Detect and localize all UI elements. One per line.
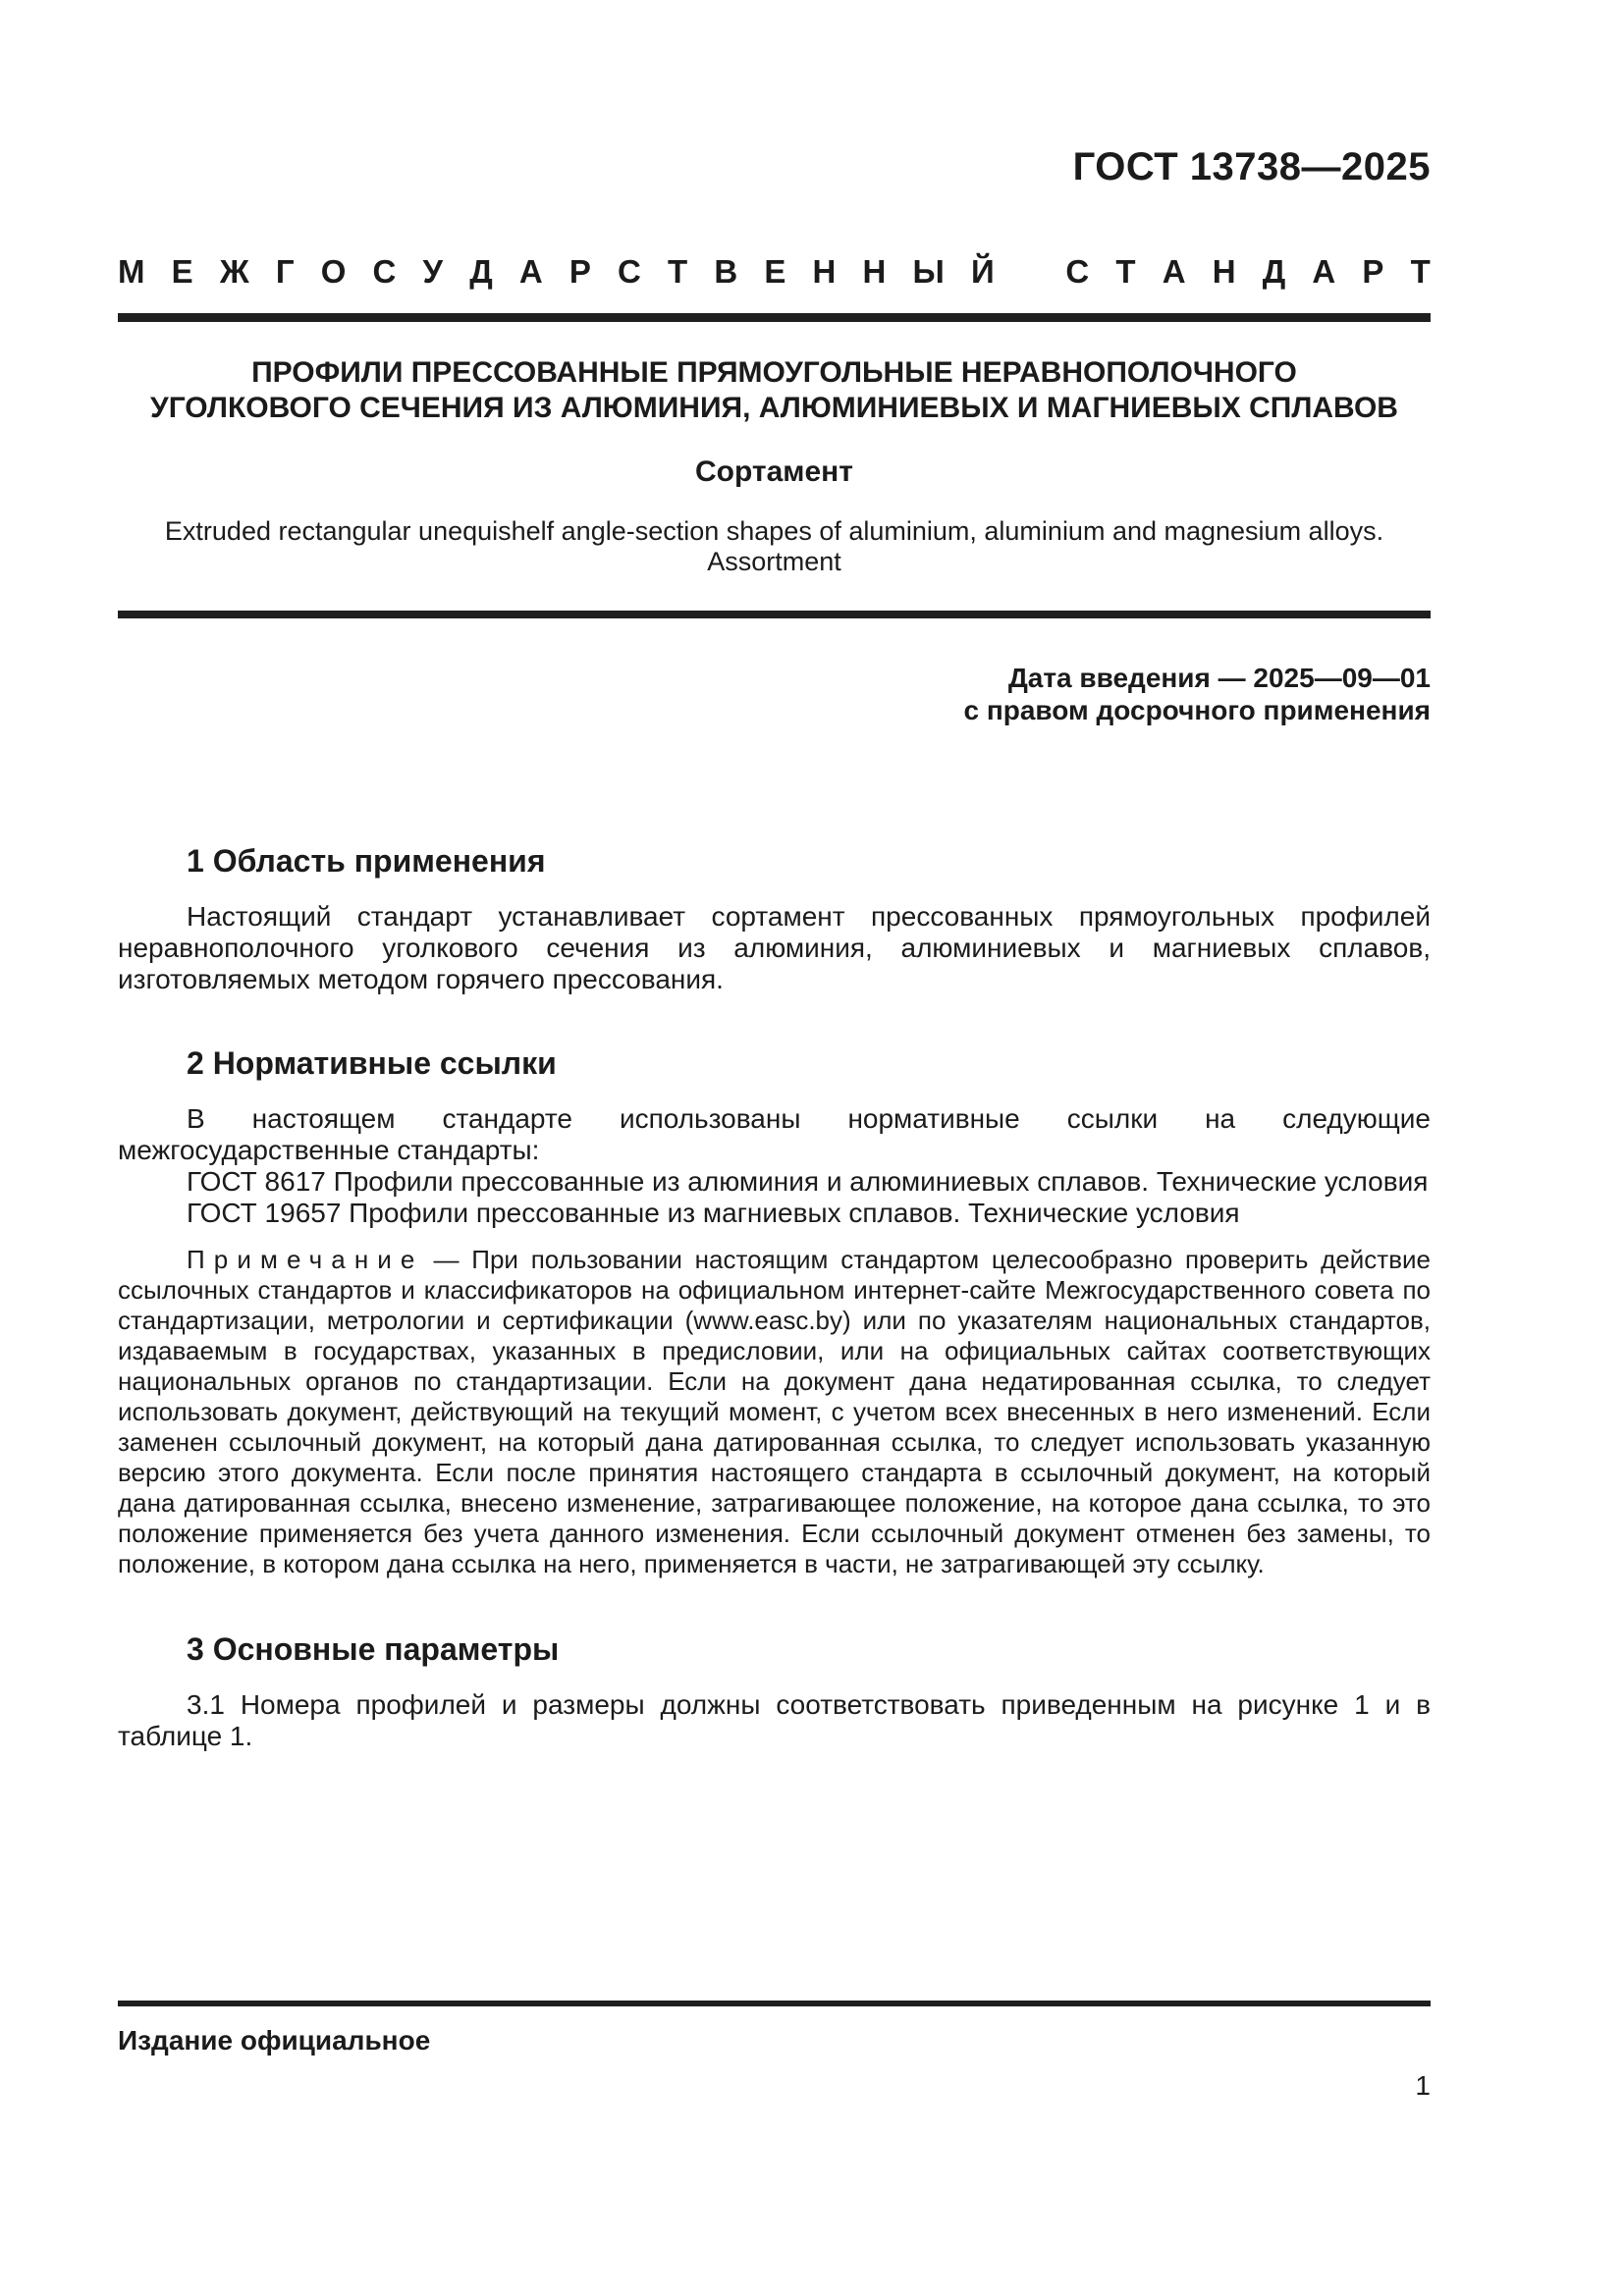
- section-2-heading: 2 Нормативные ссылки: [187, 1045, 557, 1081]
- section-1-paragraph: Настоящий стандарт устанавливает сортамент прессованных прямоугольных профилей неравнополочного уголкового сечения из алюминия, алюминиевых и магниевых сплавов, изготовляемых методом горячего прессования.: [118, 901, 1431, 994]
- edition-official-label: Издание официальное: [118, 2025, 431, 2056]
- note-label: Примечание: [187, 1245, 424, 1274]
- standard-type-banner: М Е Ж Г О С У Д А Р С Т В Е Н Н Ы Й С Т А Н Д А Р Т: [118, 253, 1431, 290]
- early-application-line: с правом досрочного применения: [963, 695, 1431, 725]
- reference-gost-8617: ГОСТ 8617 Профили прессованные из алюминия и алюминиевых сплавов. Технические условия: [187, 1166, 1429, 1197]
- section-1-heading: 1 Область применения: [187, 843, 546, 879]
- document-subtitle: Сортамент: [695, 455, 853, 488]
- section-2-paragraph: В настоящем стандарте использованы нормативные ссылки на следующие межгосударственные стандарты:: [118, 1103, 1431, 1165]
- reference-gost-19657: ГОСТ 19657 Профили прессованные из магниевых сплавов. Технические условия: [187, 1198, 1240, 1228]
- footer-rule: [118, 2001, 1431, 2006]
- page-number: 1: [1415, 2070, 1431, 2101]
- document-title-ru: [118, 355, 1431, 426]
- section-3-heading: 3 Основные параметры: [187, 1631, 560, 1667]
- effective-date-line: Дата введения — 2025—09—01: [1007, 663, 1431, 693]
- title-ru-line1: ПРОФИЛИ ПРЕССОВАННЫЕ ПРЯМОУГОЛЬНЫЕ НЕРАВНОПОЛОЧНОГО: [251, 356, 1297, 389]
- note-text: — При пользовании настоящим стандартом целесообразно проверить действие ссылочных стандартов и классификаторов на официальном интернет-сайте Межгосударственного совета по стандартизации, метрологии и сертификации (www.easc.by) или по указателям национальных стандартов, издаваемым в государствах, указанных в предисловии, или на официальных сайтах соответствующих национальных органов по стандартизации. Если на документ дана недатированная ссылка, то следует использовать документ, действующий на текущий момент, с учетом всех внесенных в него изменений. Если заменен ссылочный документ, на который дана датированная ссылка, то следует использовать указанную версию этого документа. Если после принятия настоящего стандарта в ссылочный документ, на который дана датированная ссылка, внесено изменение, затрагивающее положение, на которое дана ссылка, то это положение применяется без учета данного изменения. Если ссылочный документ отменен без замены, то положение, в котором дана ссылка на него, применяется в части, не затрагивающей эту ссылку.: [118, 1245, 1431, 1578]
- title-ru-line2: УГОЛКОВОГО СЕЧЕНИЯ ИЗ АЛЮМИНИЯ, АЛЮМИНИЕВЫХ И МАГНИЕВЫХ СПЛАВОВ: [150, 392, 1398, 424]
- title-en-line2: Assortment: [707, 547, 841, 576]
- document-title-en: [118, 516, 1431, 577]
- effective-date-block: [118, 662, 1431, 726]
- note-paragraph: [118, 1245, 1431, 1579]
- title-separator-rule: [118, 611, 1431, 618]
- header-rule: [118, 313, 1431, 322]
- section-3-paragraph: 3.1 Номера профилей и размеры должны соответствовать приведенным на рисунке 1 и в таблице 1.: [118, 1689, 1431, 1751]
- document-code: ГОСТ 13738—2025: [1072, 145, 1431, 188]
- title-en-line1: Extruded rectangular unequishelf angle-section shapes of aluminium, aluminium and magnesium alloys.: [164, 516, 1384, 546]
